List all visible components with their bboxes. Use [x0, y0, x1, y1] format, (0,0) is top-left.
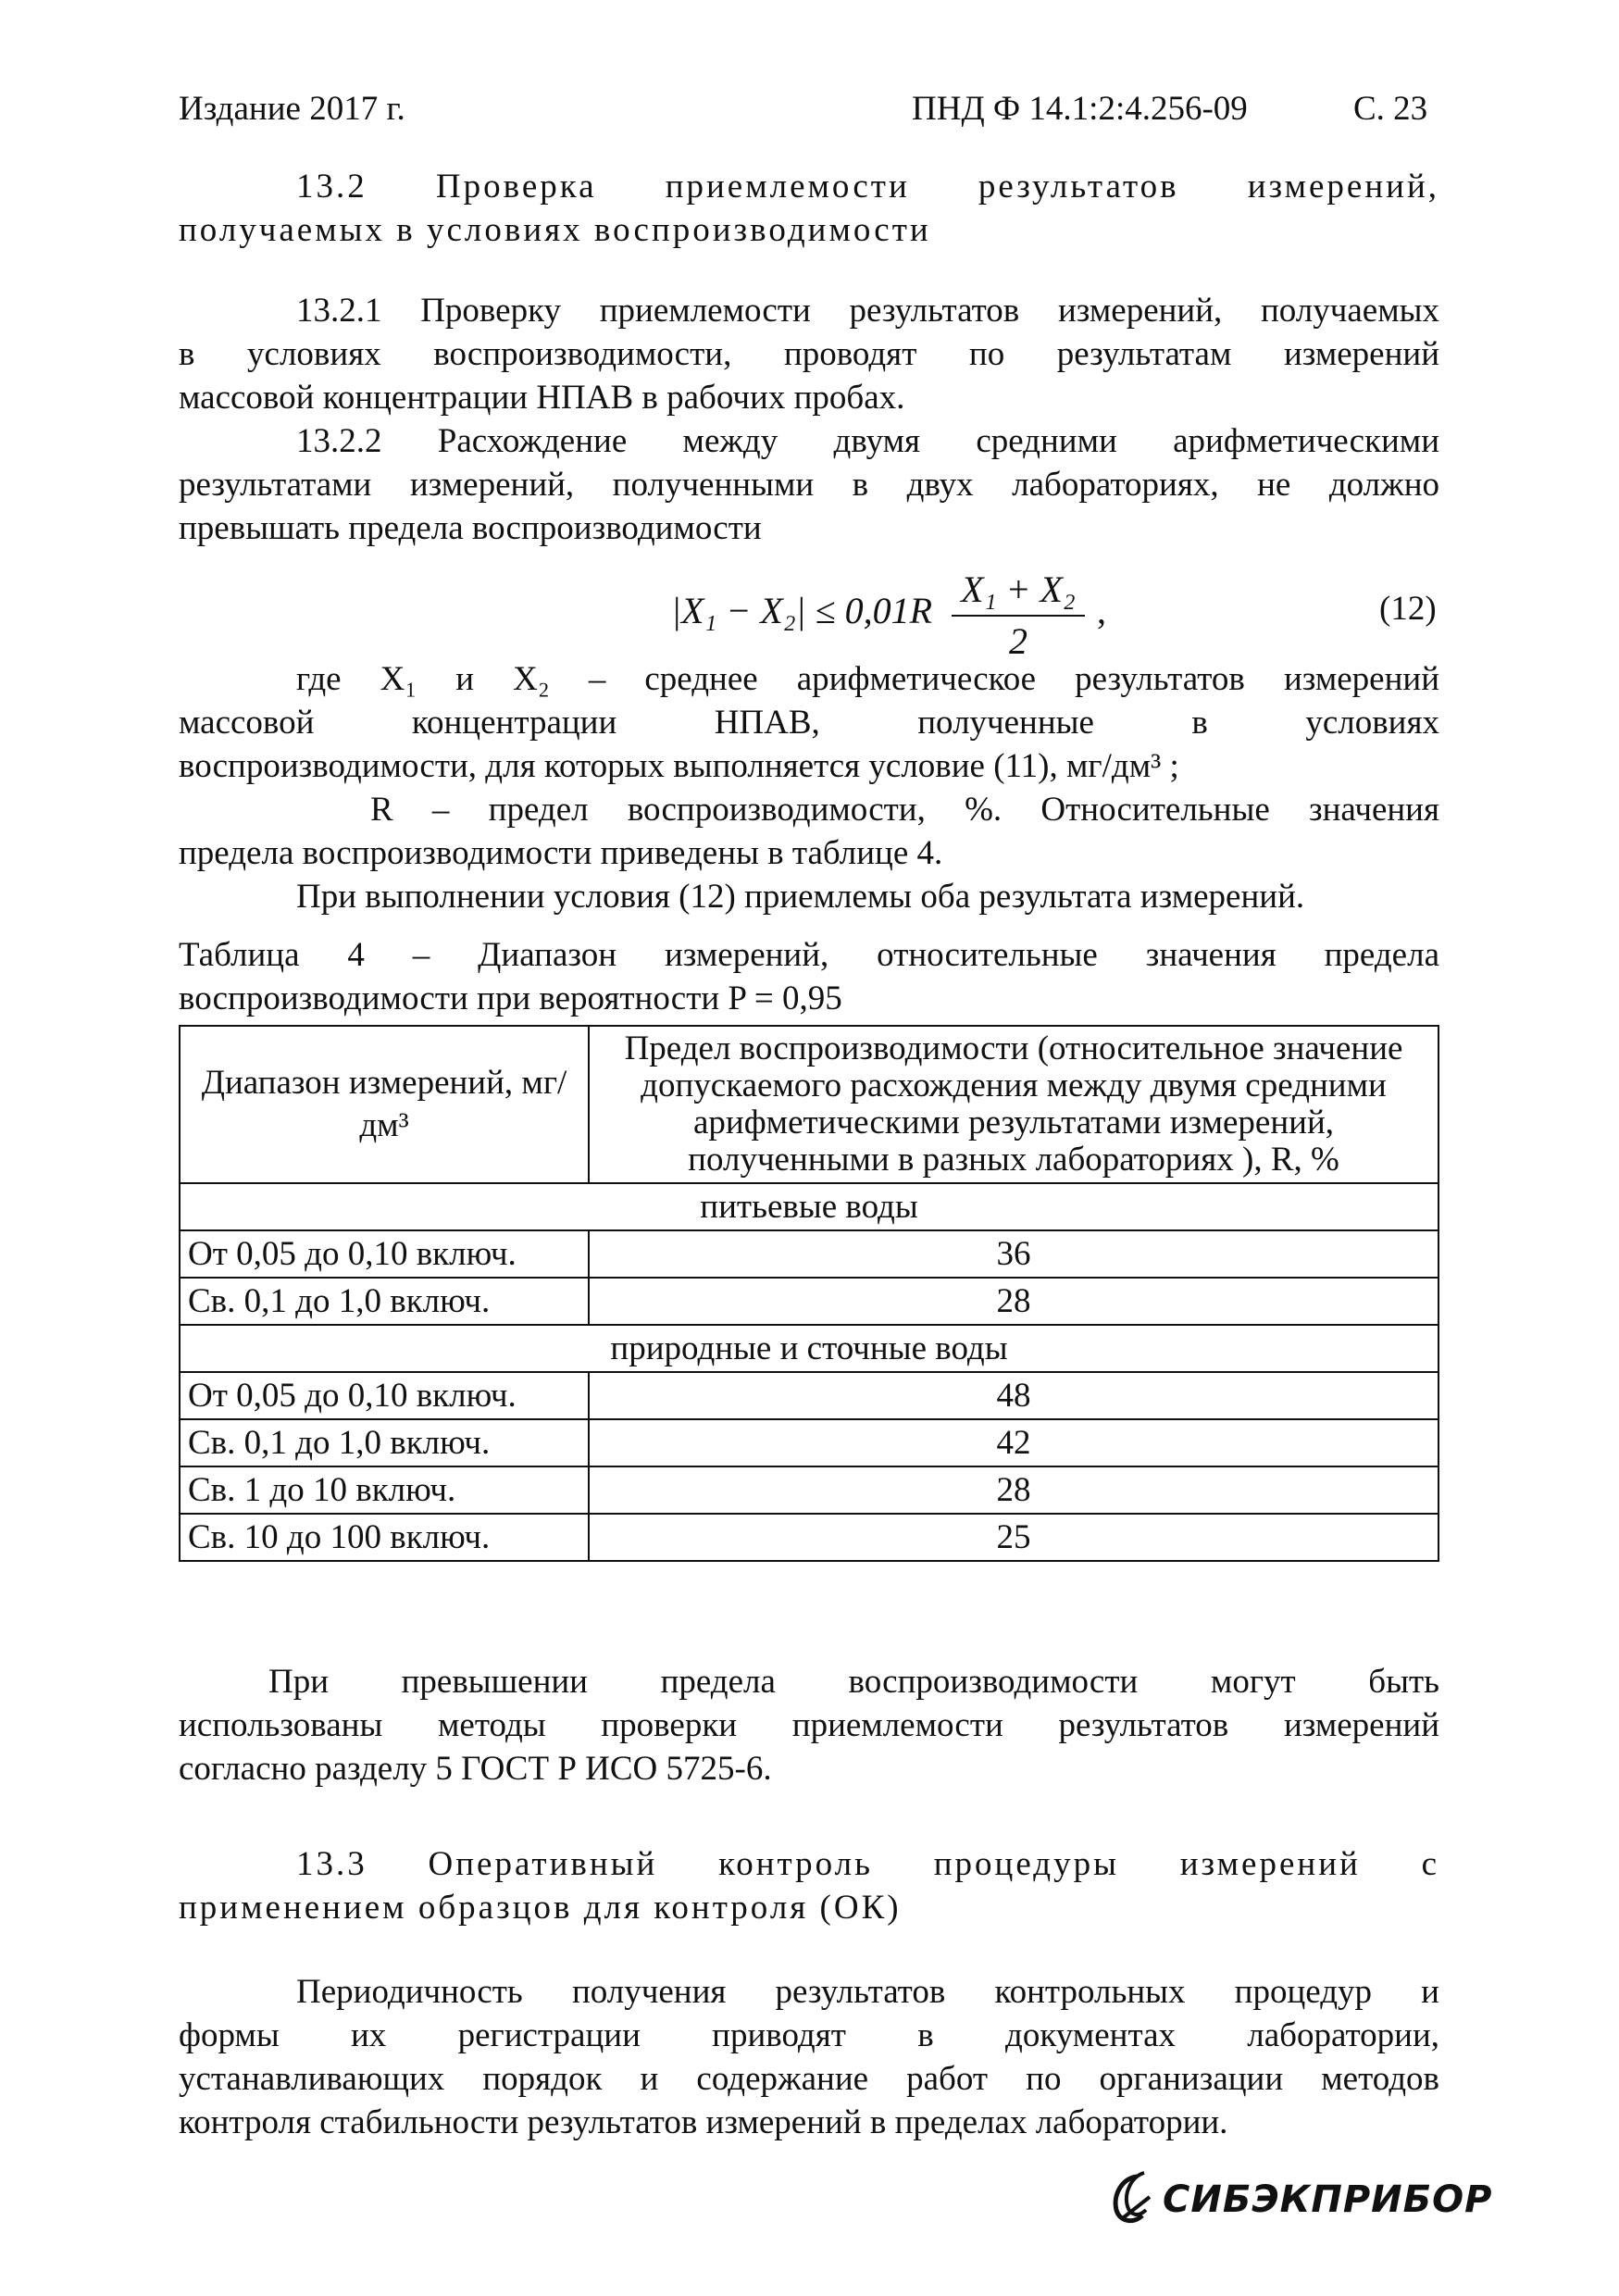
paragraph-13-2-1-line3: массовой концентрации НПАВ в рабочих пробах. [179, 379, 905, 417]
section-13-3-paragraph-line2: формы их регистрации приводят в документах лаборатории, [179, 2016, 1439, 2054]
paragraph-13-2-2-line1: 13.2.2 Расхождение между двумя средними арифметическими [296, 422, 1439, 460]
paragraph-13-2-2-line3: превышать предела воспроизводимости [179, 509, 762, 547]
section-13-3-heading-line1: 13.3 Оперативный контроль процедуры измерений с [296, 1845, 1439, 1883]
section-13-3-paragraph-line3: устанавливающих порядок и содержание работ по организации методов [179, 2060, 1439, 2098]
value-cell: 28 [589, 1278, 1438, 1325]
where-line2: массовой концентрации НПАВ, полученные в условиях [179, 704, 1439, 742]
acceptance-statement: При выполнении условия (12) приемлемы оба результата измерений. [296, 878, 1305, 916]
range-cell: Св. 0,1 до 1,0 включ. [180, 1278, 589, 1325]
table-row [180, 1278, 1438, 1325]
range-cell: Св. 1 до 10 включ. [180, 1466, 589, 1514]
range-cell: Св. 10 до 100 включ. [180, 1514, 589, 1561]
section-13-2-heading-line1: 13.2 Проверка приемлемости результатов измерений, [296, 168, 1439, 206]
col-header-range: Диапазон измерений, мг/дм³ [180, 1026, 589, 1183]
section-13-3-paragraph-line1: Периодичность получения результатов контрольных процедур и [296, 1973, 1439, 2011]
table-header-row [180, 1026, 1438, 1183]
value-cell: 28 [589, 1466, 1438, 1514]
table-row [180, 1230, 1438, 1278]
col-header-reproducibility: Предел воспроизводимости (относительное значение допускаемого расхождения между двумя средними арифметическими результатами измерений, полученными в разных лабораториях ), R, % [589, 1026, 1438, 1183]
group-drinking-water: питьевые воды [180, 1183, 1438, 1230]
value-cell: 25 [589, 1514, 1438, 1561]
value-cell: 36 [589, 1230, 1438, 1278]
range-cell: От 0,05 до 0,10 включ. [180, 1372, 589, 1419]
document-code: ПНД Ф 14.1:2:4.256-09 [912, 90, 1248, 128]
fraction-bar [952, 615, 1085, 617]
formula-comma: , [1097, 590, 1106, 631]
after-table-line2: использованы методы проверки приемлемости результатов измерений [179, 1706, 1439, 1744]
table-row [180, 1466, 1438, 1514]
value-cell: 48 [589, 1372, 1438, 1419]
table-row [180, 1372, 1438, 1419]
section-13-3-paragraph-line4: контроля стабильности результатов измерений в пределах лаборатории. [179, 2103, 1228, 2141]
paragraph-13-2-1-line1: 13.2.1 Проверку приемлемости результатов измерений, получаемых [296, 292, 1439, 330]
section-13-2-heading-line2: получаемых в условиях воспроизводимости [179, 211, 931, 249]
formula-lhs: |X₁ − X₂| ≤ 0,01R [671, 590, 933, 631]
paragraph-13-2-1-line2: в условиях воспроизводимости, проводят по результатам измерений [179, 335, 1439, 373]
paragraph-13-2-2-line2: результатами измерений, полученными в двух лабораториях, не должно [179, 466, 1439, 504]
table-group-row [180, 1183, 1438, 1230]
sibecopribor-logo-icon [1105, 2169, 1161, 2234]
table4-caption-line2: воспроизводимости при вероятности P = 0,95 [179, 980, 842, 1017]
edition-label: Издание 2017 г. [179, 90, 405, 128]
formula-12 [671, 567, 1227, 668]
where-line3: воспроизводимости, для которых выполняется условие (11), мг/дм³ ; [179, 747, 1179, 785]
after-table-line1: При превышении предела воспроизводимости могут быть [268, 1663, 1439, 1701]
table4 [179, 1025, 1439, 1562]
r-definition-line2: предела воспроизводимости приведены в таблице 4. [179, 834, 943, 872]
table-row [180, 1419, 1438, 1466]
table-group-row [180, 1325, 1438, 1372]
formula-denominator: 2 [1009, 620, 1027, 662]
formula-fraction [944, 567, 1092, 665]
value-cell: 42 [589, 1419, 1438, 1466]
formula-number: (12) [1379, 590, 1437, 628]
group-natural-waste-water: природные и сточные воды [180, 1325, 1438, 1372]
page-number: С. 23 [1353, 90, 1428, 128]
sibecopribor-logo [1105, 2169, 1493, 2234]
r-definition-line1: R – предел воспроизводимости, %. Относительные значения [370, 791, 1439, 829]
table-row [180, 1514, 1438, 1561]
section-13-3-heading-line2: применением образцов для контроля (ОК) [179, 1889, 902, 1927]
where-line1: где X₁ и X₂ – среднее арифметическое результатов измерений [296, 660, 1439, 698]
logo-text: СИБЭКПРИБОР [1163, 2178, 1493, 2221]
formula-numerator: X₁ + X₂ [961, 568, 1076, 610]
after-table-line3: согласно разделу 5 ГОСТ Р ИСО 5725-6. [179, 1750, 772, 1788]
range-cell: Св. 0,1 до 1,0 включ. [180, 1419, 589, 1466]
range-cell: От 0,05 до 0,10 включ. [180, 1230, 589, 1278]
table4-caption-line1: Таблица 4 – Диапазон измерений, относительные значения предела [179, 936, 1439, 974]
